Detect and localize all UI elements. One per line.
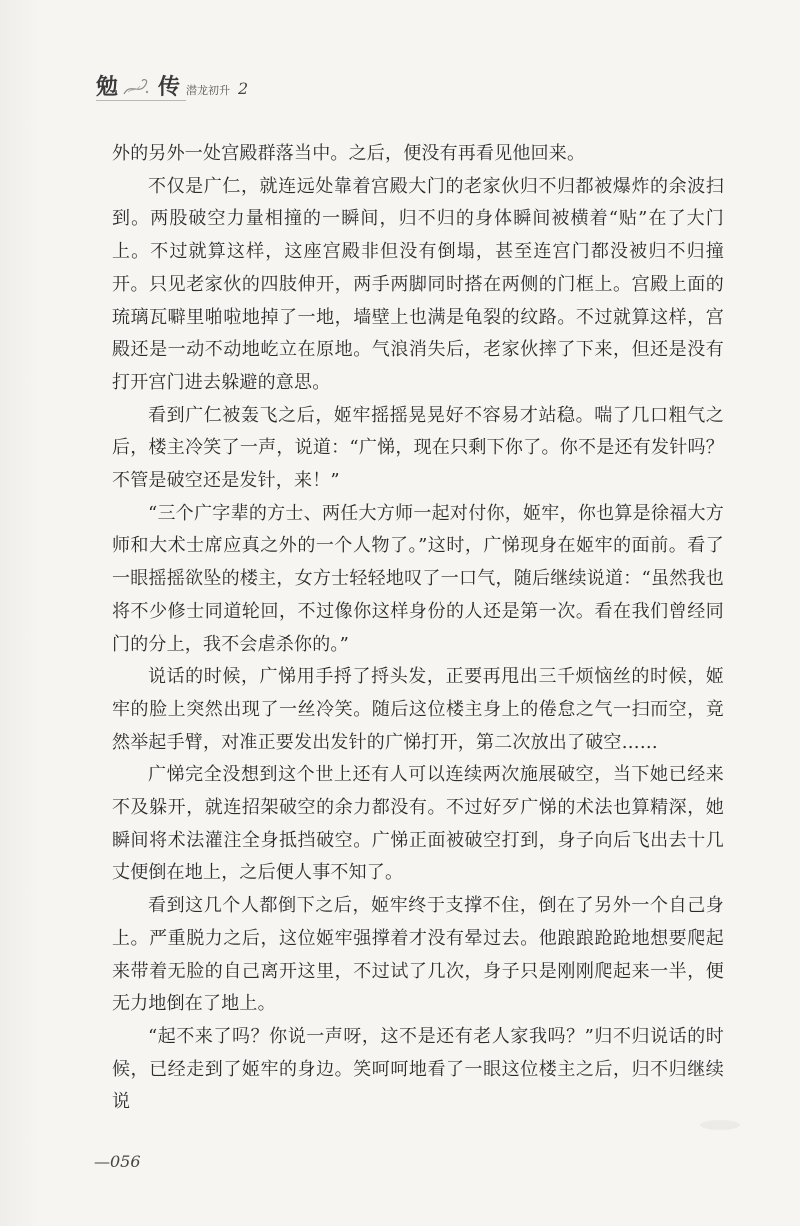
paragraph: 说话的时候，广悌用手捋了捋头发，正要再甩出三千烦恼丝的时候，姬牢的脸上突然出现了一丝冷笑。随后这位楼主身上的倦怠之气一扫而空，竟然举起手臂，对准正要发出发针的广悌打开，第二次放出了破空…… [112,666,724,753]
body-text [112,138,724,1119]
paragraph: “起不来了吗？你说一声呀，这不是还有老人家我吗？”归不归说话的时候，已经走到了姬牢的身边。笑呵呵地看了一眼这位楼主之后，归不归继续说 [112,1025,724,1113]
paragraph: 外的另外一处宫殿群落当中。之后，便没有再看见他回来。 [112,143,586,164]
paragraph: 广悌完全没想到这个世上还有人可以连续两次施展破空，当下她已经来不及躲开，就连招架破空的余力都没有。不过好歹广悌的术法也算精深，她瞬间将术法灌注全身抵挡破空。广悌正面被破空打到，身子向后飞出去十几丈便倒在地上，之后便人事不知了。 [112,764,724,884]
paper-smudge [700,1120,740,1130]
header-title-char-1: 勉 [96,74,119,100]
header-subtitle: 潜龙初升 [186,84,231,97]
paragraph: “三个广字辈的方士、两任大方师一起对付你，姬牢，你也算是徐福大方师和大术士席应真之外的一个人物了。”这时，广悌现身在姬牢的面前。看了一眼摇摇欲坠的楼主，女方士轻轻地叹了一口气，随后继续说道：“虽然我也将不少修士同道轮回，不过像你这样身份的人还是第一次。看在我们曾经同门的分上，我不会虐杀你的。” [112,502,724,655]
paragraph: 不仅是广仁，就连远处靠着宫殿大门的老家伙归不归都被爆炸的余波扫到。两股破空力量相撞的一瞬间，归不归的身体瞬间被横着“贴”在了大门上。不过就算这样，这座宫殿非但没有倒塌，甚至连宫门都没被归不归撞开。只见老家伙的四肢伸开，两手两脚同时搭在两侧的门框上。宫殿上面的琉璃瓦噼里啪啦地掉了一地，墙壁上也满是龟裂的纹路。不过就算这样，宫殿还是一动不动地屹立在原地。气浪消失后，老家伙摔了下来，但还是没有打开宫门进去躲避的意思。 [112,175,724,393]
running-header [96,58,248,98]
swirl-ornament-icon [122,72,152,98]
paragraph: 看到广仁被轰飞之后，姬牢摇摇晃晃好不容易才站稳。喘了几口粗气之后，楼主冷笑了一声，说道：“广悌，现在只剩下你了。你不是还有发针吗？不管是破空还是发针，来！” [112,404,724,492]
header-rule [96,100,186,101]
header-title-char-2: 传 [158,74,181,100]
paragraph: 看到这几个人都倒下之后，姬牢终于支撑不住，倒在了另外一个自己身上。严重脱力之后，这位姬牢强撑着才没有晕过去。他踉踉跄跄地想要爬起来带着无脸的自己离开这里，不过试了几次，身子只是刚刚爬起来一半，便无力地倒在了地上。 [112,895,724,1015]
header-volume-number: 2 [238,79,249,98]
page-number: —056 [94,1152,141,1171]
